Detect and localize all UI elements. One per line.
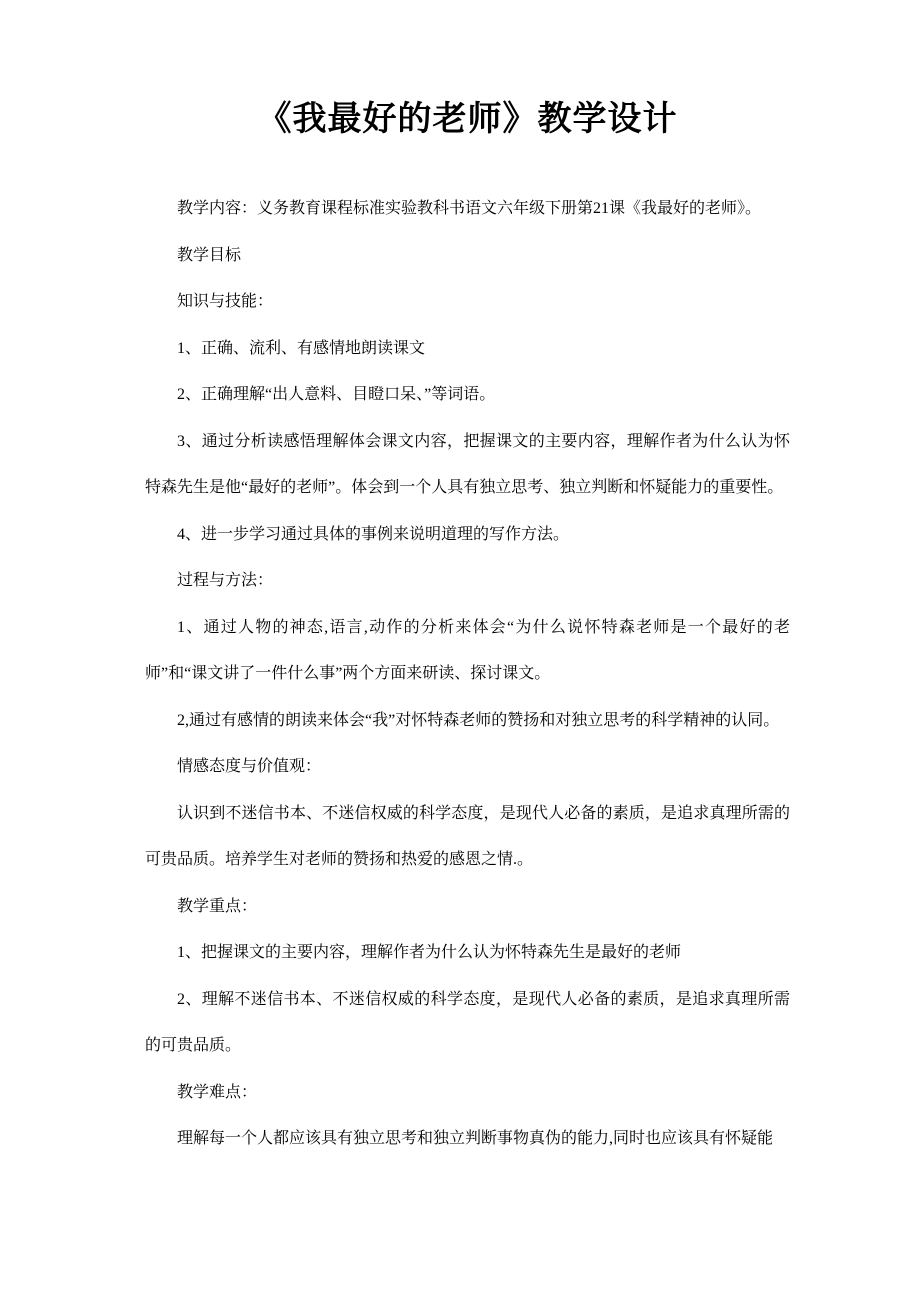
paragraph: 教学目标 [177, 246, 242, 264]
paragraph: 2,通过有感情的朗读来体会“我”对怀特森老师的赞扬和对独立思考的科学精神的认同。 [177, 711, 780, 729]
paragraph: 过程与方法： [177, 572, 274, 589]
paragraph: 理解每一个人都应该具有独立思考和独立判断事物真伪的能力,同时也应该具有怀疑能 [177, 1130, 774, 1147]
paragraph: 教学内容：义务教育课程标准实验教科书语文六年级下册第21课《我最好的老师》。 [177, 200, 762, 217]
paragraph: 2、理解不迷信书本、不迷信权威的科学态度，是现代人必备的素质，是追求真理所需的可贵品质。 [145, 990, 790, 1054]
paragraph: 情感态度与价值观： [177, 758, 322, 775]
paragraph: 教学重点： [177, 897, 258, 915]
paragraph: 1、通过人物的神态,语言,动作的分析来体会“为什么说怀特森老师是一个最好的老师”和“课文讲了一件什么事”两个方面来研读、探讨课文。 [145, 618, 790, 682]
document-title: 《我最好的老师》教学设计 [257, 101, 678, 138]
paragraph: 2、正确理解“出人意料、目瞪口呆、”等词语。 [177, 386, 496, 403]
document-body [145, 186, 790, 1163]
paragraph: 知识与技能： [177, 293, 274, 310]
paragraph: 3、通过分析读感悟理解体会课文内容，把握课文的主要内容，理解作者为什么认为怀特森先生是他“最好的老师”。体会到一个人具有独立思考、独立判断和怀疑能力的重要性。 [145, 432, 790, 496]
paragraph: 1、把握课文的主要内容，理解作者为什么认为怀特森先生是最好的老师 [177, 944, 682, 961]
paragraph: 4、进一步学习通过具体的事例来说明道理的写作方法。 [177, 525, 570, 543]
paragraph: 教学难点： [177, 1083, 258, 1101]
paragraph: 认识到不迷信书本、不迷信权威的科学态度，是现代人必备的素质，是追求真理所需的可贵品质。培养学生对老师的赞扬和热爱的感恩之情.。 [145, 804, 790, 868]
paragraph: 1、正确、流利、有感情地朗读课文 [177, 339, 426, 357]
